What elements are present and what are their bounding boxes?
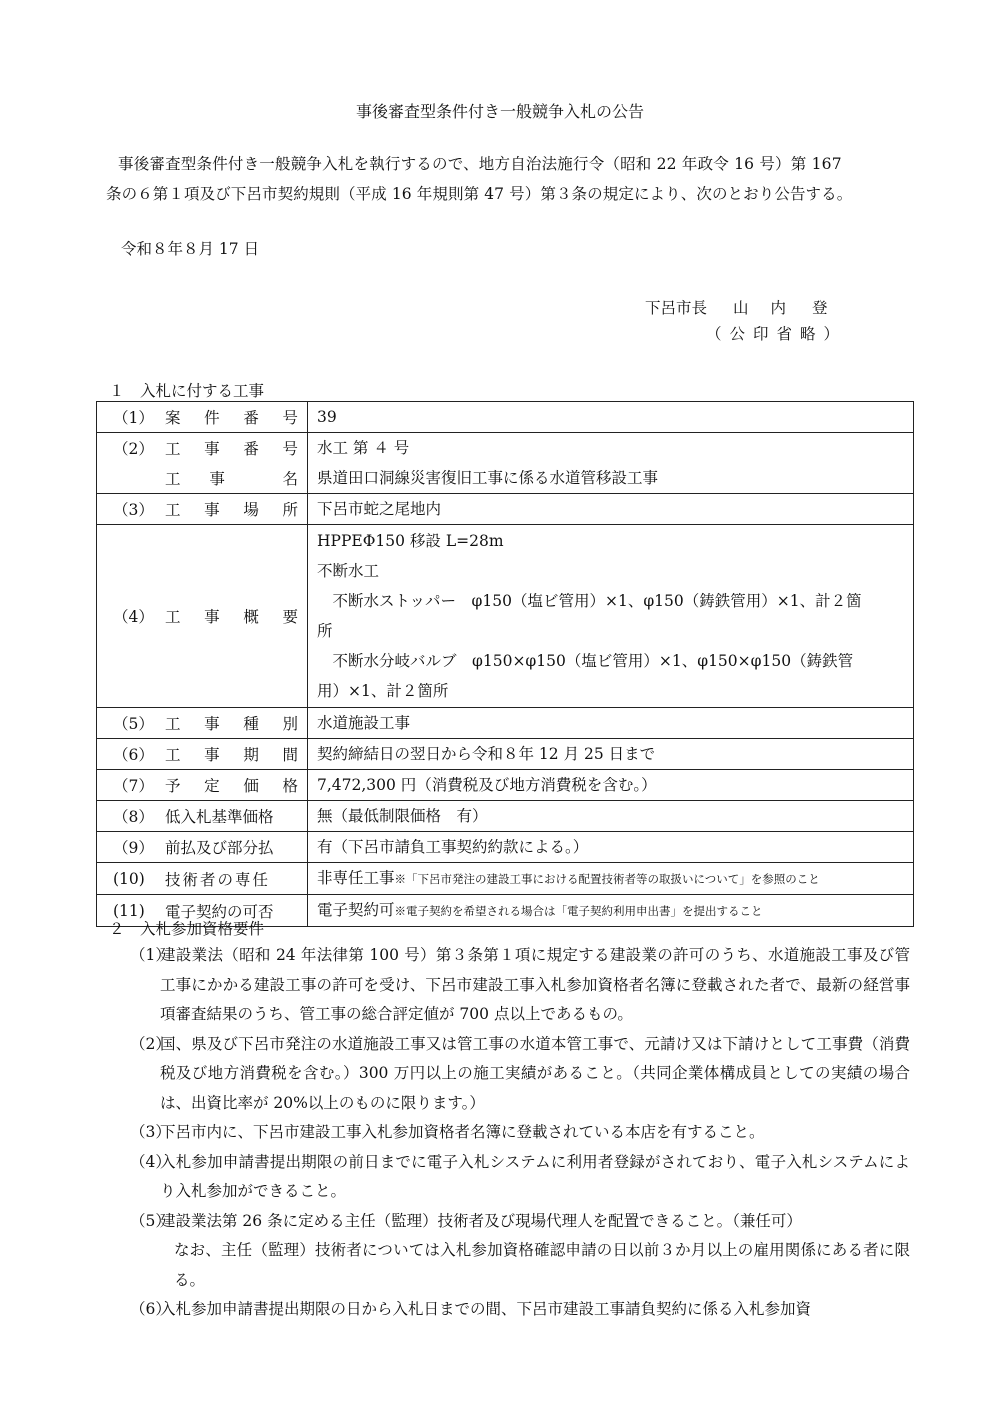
- section-1-heading: １ 入札に付する工事: [109, 382, 265, 400]
- row-number: （3）: [113, 501, 154, 519]
- notice-date: 令和８年８月 17 日: [121, 240, 260, 258]
- row-label: 電子契約の可否: [165, 902, 274, 921]
- row-label: 低入札基準価格: [165, 808, 274, 826]
- row-number: （5）: [113, 715, 154, 733]
- item-text: 建設業法（昭和 24 年法律第 100 号）第３条第１項に規定する建設業の許可のうち、水道施設工事及び管工事にかかる建設工事の許可を受け、下呂市建設工事入札参加資格者名簿に登載された者で、最新の経営事項審査結果のうち、管工事の総合評定値が 700 点以上であるもの。: [160, 946, 910, 1023]
- row-number: (10): [113, 869, 145, 888]
- row-value: 7,472,300 円（消費税及び地方消費税を含む。）: [308, 770, 914, 801]
- row-number: （7）: [113, 777, 154, 795]
- row-number: （6）: [113, 746, 154, 764]
- table-row: [97, 402, 914, 433]
- row-number: （8）: [113, 808, 154, 826]
- signer-name-1: 山: [733, 299, 749, 317]
- row-number: （2）: [113, 440, 154, 458]
- row-label: 工 事 種 別: [165, 715, 298, 733]
- row-label-2: 工 事 名: [165, 470, 298, 488]
- works-table: [96, 401, 914, 927]
- table-row: [97, 433, 914, 494]
- section-2-heading: ２ 入札参加資格要件: [109, 920, 265, 938]
- row-note: ※「下呂市発注の建設工事における配置技術者等の取扱いについて」を参照のこと: [394, 872, 820, 886]
- table-row: [97, 739, 914, 770]
- row-number: （9）: [113, 839, 154, 857]
- row-label: 案 件 番 号: [165, 409, 298, 427]
- table-row: [97, 494, 914, 525]
- table-row: [97, 832, 914, 863]
- row-label: 工 事 概 要: [165, 608, 298, 626]
- row-label: 工 事 期 間: [165, 746, 298, 764]
- item-number: （6）: [130, 1300, 171, 1318]
- intro-line-1: 事後審査型条件付き一般競争入札を執行するので、地方自治法施行令（昭和 22 年政令 16 号）第 167: [118, 155, 842, 173]
- item-number: （4）: [130, 1152, 171, 1171]
- overview-line: 不断水分岐バルブ φ150×φ150（塩ビ管用）×1、φ150×φ150（鋳鉄管: [317, 652, 854, 670]
- row-value: 契約締結日の翌日から令和８年 12 月 25 日まで: [308, 739, 914, 770]
- table-row: [97, 708, 914, 739]
- seal-omitted-note: （公印省略）: [706, 325, 848, 343]
- row-number: （4）: [113, 608, 154, 626]
- item-number: （1）: [130, 946, 171, 964]
- item-number: （2）: [130, 1034, 171, 1053]
- row-label: 前払及び部分払: [165, 839, 274, 857]
- list-item: [130, 941, 910, 1030]
- row-number: （1）: [113, 409, 154, 427]
- list-item: [130, 1148, 910, 1207]
- row-value: 下呂市蛇之尾地内: [308, 494, 914, 525]
- item-text: 入札参加申請書提出期限の前日までに電子入札システムに利用者登録がされており、電子入札システムにより入札参加ができること。: [160, 1152, 910, 1200]
- table-row: [97, 863, 914, 895]
- overview-line: HPPEΦ150 移設 L=28m: [317, 532, 504, 550]
- row-value-2: 県道田口洞線災害復旧工事に係る水道管移設工事: [317, 469, 659, 487]
- overview-line: 所: [317, 622, 333, 640]
- row-value: 電子契約可: [317, 901, 395, 919]
- item-text: 入札参加申請書提出期限の日から入札日までの間、下呂市建設工事請負契約に係る入札参加資: [160, 1300, 812, 1318]
- signer-name-2: 内: [770, 299, 787, 317]
- table-row: [97, 801, 914, 832]
- signer-name-3: 登: [812, 299, 828, 317]
- signer-line: [645, 296, 828, 318]
- row-value: 非専任工事: [317, 869, 395, 887]
- overview-line: 不断水工: [317, 562, 380, 580]
- list-item: [130, 1030, 910, 1119]
- signer-title: 下呂市長: [645, 299, 708, 317]
- row-value: 無（最低制限価格 有）: [308, 801, 914, 832]
- requirements-list: [130, 941, 910, 1325]
- row-value: 39: [308, 402, 914, 433]
- item-text: 建設業法第 26 条に定める主任（監理）技術者及び現場代理人を配置できること。（兼任可）: [160, 1211, 802, 1230]
- row-value: 水道施設工事: [308, 708, 914, 739]
- table-row: [97, 770, 914, 801]
- list-item: [130, 1295, 910, 1325]
- row-label: 予 定 価 格: [165, 777, 298, 795]
- item-number: （3）: [130, 1123, 171, 1141]
- row-value: 有（下呂市請負工事契約約款による。）: [308, 832, 914, 863]
- row-value: 水工 第 ４ 号: [317, 439, 410, 457]
- item-number: （5）: [130, 1211, 171, 1230]
- overview-line: 不断水ストッパー φ150（塩ビ管用）×1、φ150（鋳鉄管用）×1、計２箇: [317, 592, 862, 610]
- row-number: (11): [113, 901, 145, 920]
- item-text: 下呂市内に、下呂市建設工事入札参加資格者名簿に登載されている本店を有すること。: [160, 1123, 765, 1141]
- row-label: 技術者の専任: [165, 870, 271, 889]
- list-item: [130, 1207, 910, 1296]
- item-text: 国、県及び下呂市発注の水道施設工事又は管工事の水道本管工事で、元請け又は下請けとして工事費（消費税及び地方消費税を含む。）300 万円以上の施工実績があること。（共同企業体構成員としての実績の場合は、出資比率が 20%以上のものに限ります。）: [160, 1034, 910, 1112]
- overview-line: 用）×1、計２箇所: [317, 682, 449, 700]
- row-note: ※電子契約を希望される場合は「電子契約利用申出書」を提出すること: [394, 904, 763, 918]
- row-label: 工 事 場 所: [165, 501, 298, 519]
- table-row: [97, 525, 914, 708]
- list-item: [130, 1118, 910, 1148]
- intro-line-2: 条の６第１項及び下呂市契約規則（平成 16 年規則第 47 号）第３条の規定により、次のとおり公告する。: [106, 185, 853, 203]
- document-title: 事後審査型条件付き一般競争入札の公告: [355, 102, 644, 121]
- row-label: 工 事 番 号: [165, 440, 298, 458]
- item-subtext: なお、主任（監理）技術者については入札参加資格確認申請の日以前３か月以上の雇用関係にある者に限る。: [174, 1241, 910, 1289]
